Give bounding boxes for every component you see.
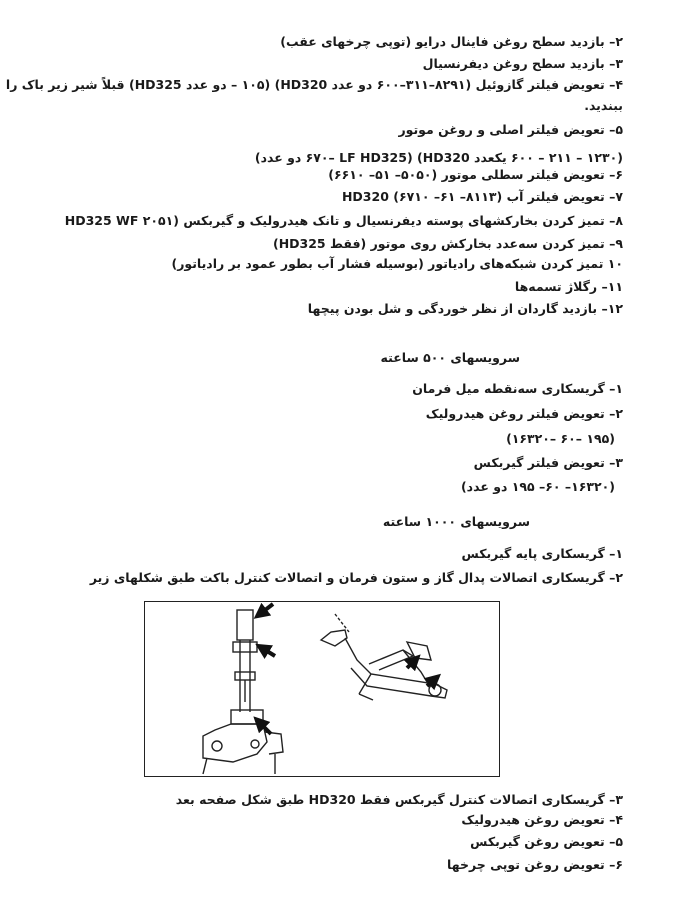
steering-column-drawing [203, 610, 283, 774]
item-12-driveshaft: ۱۲– بازدید گاردان از نظر خوردگی و شل بودن پیچها [307, 301, 623, 316]
item-7-water-filter: ۷– تعویض فیلتر آب (۸۱۱۳– ۶۱– ۶۷۱۰) HD320 [341, 189, 623, 204]
s1000-item-3: ۳– گریسکاری اتصالات کنترل گیربکس فقط HD320 طبق شکل صفحه بعد [175, 792, 623, 807]
s1000-item-6: ۶– تعویض روغن توپی چرخها [447, 857, 623, 872]
item-6-engine-filter: ۶– تعویض فیلتر سطلی موتور (۵۰۵۰– ۵۱– ۶۶۱۰) [328, 167, 623, 182]
item-9-engine-breathers: ۹– تمیز کردن سه‌عدد بخارکش روی موتور (فقط HD325) [272, 236, 623, 251]
heading-500-hour: سرویسهای ۵۰۰ ساعته [380, 350, 520, 365]
item-4-fuel-filter: ۴– تعویض فیلتر گازوئیل (۸۲۹۱–۳۱۱–۶۰۰ دو عدد HD320) (۱۰۵ – دو عدد HD325) قبلاً شیر زیر باک را [5, 77, 623, 92]
s500-item-3-part: (۱۶۳۲۰– ۶۰– ۱۹۵ دو عدد) [460, 479, 615, 494]
item-10-radiator: ۱۰ تمیز کردن شبکه‌های رادیاتور (بوسیله فشار آب بطور عمود بر رادیاتور) [171, 256, 623, 271]
s500-item-2-part: (۱۶۳۲۰– ۶۰– ۱۹۵) [506, 431, 615, 446]
greasing-points-figure [144, 601, 500, 777]
item-5-part-numbers: (۱۲۳۰ – ۲۱۱ – ۶۰۰ یکعدد HD320) (۶۷۰– LF HD325 دو عدد) [254, 150, 623, 165]
heading-1000-hour: سرویسهای ۱۰۰۰ ساعته [382, 514, 530, 529]
s1000-item-5: ۵– تعویض روغن گیربکس [470, 834, 623, 849]
s500-item-1: ۱– گریسکاری سه‌نقطه میل فرمان [412, 381, 623, 396]
item-8-breathers: ۸– تمیز کردن بخارکشهای پوسته دیفرنسیال و تانک هیدرولیک و گیربکس (۲۰۵۱ HD325 WF [64, 213, 623, 228]
s1000-item-4: ۴– تعویض روغن هیدرولیک [461, 812, 623, 827]
s500-item-2: ۲– تعویض فیلتر روغن هیدرولیک [425, 406, 623, 421]
grease-point-arrows-column [259, 604, 275, 734]
greasing-diagram [145, 602, 501, 778]
item-11-belts: ۱۱– رگلاژ تسمه‌ها [514, 279, 623, 294]
item-2-final-drive: ۲– بازدید سطح روغن فاینال درایو (توپی چرخهای عقب) [280, 34, 623, 49]
s1000-item-2: ۲– گریسکاری اتصالات پدال گاز و ستون فرمان و اتصالات کنترل باکت طبق شکلهای زیر [89, 570, 623, 585]
s1000-item-1: ۱– گریسکاری پایه گیربکس [461, 546, 623, 561]
item-4-fuel-filter-cont: ببندید. [584, 98, 623, 113]
item-3-differential: ۳– بازدید سطح روغن دیفرنسیال [422, 56, 623, 71]
item-5-engine-oil: ۵– تعویض فیلتر اصلی و روغن موتور [398, 122, 623, 137]
s500-item-3: ۳– تعویض فیلتر گیربکس [473, 455, 623, 470]
